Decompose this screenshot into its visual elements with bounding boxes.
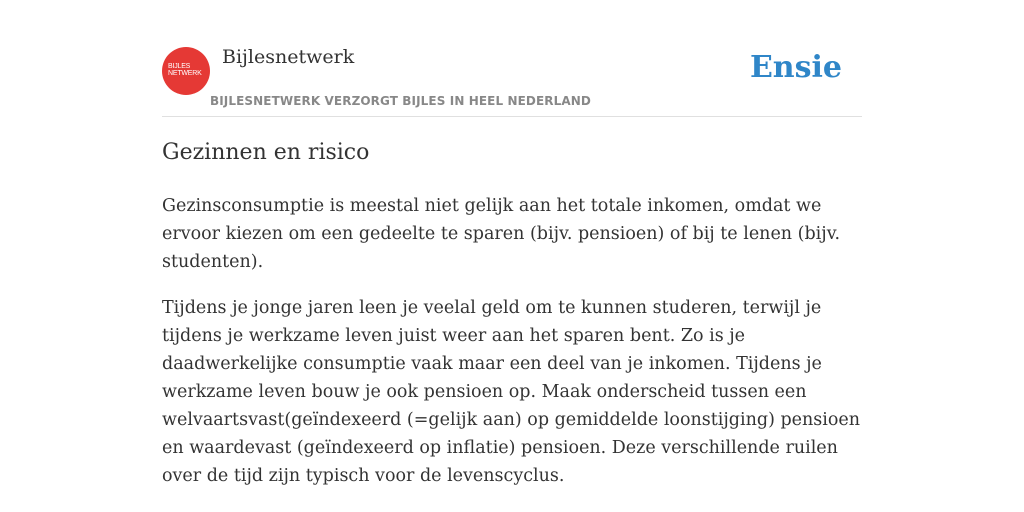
author-tagline: BIJLESNETWERK VERZORGT BIJLES IN HEEL NEDERLAND (210, 94, 591, 108)
logo-text-line1: BIJLES (168, 63, 191, 70)
bijlesnetwerk-logo[interactable] (162, 47, 210, 95)
article-title: Gezinnen en risico (162, 140, 370, 165)
author-name[interactable]: Bijlesnetwerk (222, 46, 355, 68)
ensie-brand-logo[interactable]: Ensie (749, 50, 842, 85)
article-body (162, 192, 866, 508)
paragraph: Tijdens je jonge jaren leen je veelal geld om te kunnen studeren, terwijl je tijdens je werkzame leven juist weer aan het sparen bent. Zo is je daadwerkelijke consumptie vaak maar een deel van je inkomen. Tijdens je werkzame leven bouw je ook pensioen op. Maak onderscheid tussen een welvaartsvast(geïndexeerd (=gelijk aan) op gemiddelde loonstijging) pensioen en waardevast (geïndexeerd op inflatie) pensioen. Deze verschillende ruilen over de tijd zijn typisch voor de levenscyclus. (162, 298, 861, 486)
header (162, 44, 862, 117)
logo-text-line2: NETWERK (168, 70, 202, 77)
paragraph: Gezinsconsumptie is meestal niet gelijk aan het totale inkomen, omdat we ervoor kiezen om een gedeelte te sparen (bijv. pensioen) of bij te lenen (bijv. studenten). (162, 196, 841, 272)
